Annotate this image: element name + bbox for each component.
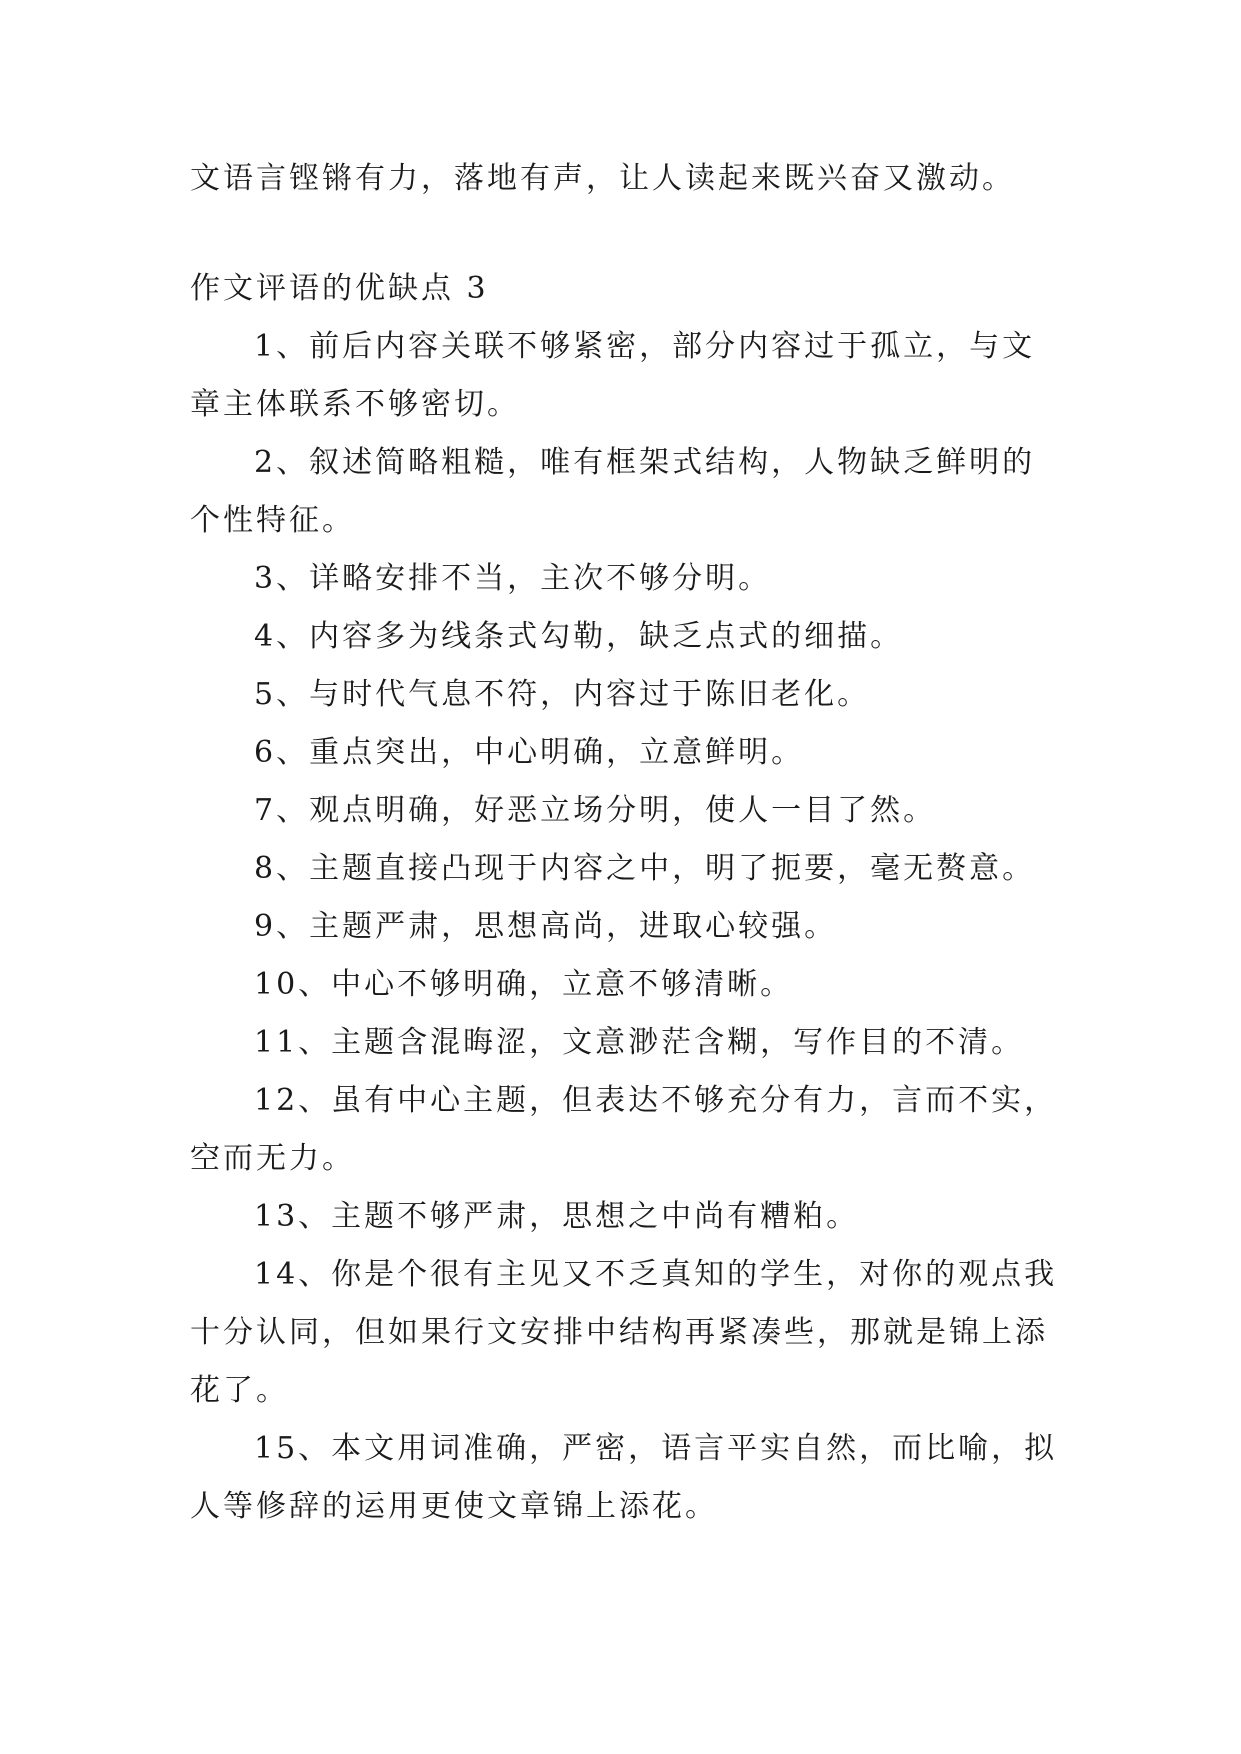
comment-item-line: 十分认同，但如果行文安排中结构再紧凑些，那就是锦上添: [190, 1315, 1048, 1350]
comment-item-line: 15、本文用词准确，严密，语言平实自然，而比喻，拟: [254, 1431, 1058, 1466]
comment-item: [190, 318, 1060, 434]
comment-item: [190, 782, 1060, 840]
comment-item: [190, 608, 1060, 666]
comment-item-line: 14、你是个很有主见又不乏真知的学生，对你的观点我: [254, 1257, 1058, 1292]
comment-item: [190, 550, 1060, 608]
comment-item-line: 10、中心不够明确，立意不够清晰。: [254, 967, 794, 1002]
comment-item-line: 3、详略安排不当，主次不够分明。: [254, 561, 772, 596]
comment-item-line: 4、内容多为线条式勾勒，缺乏点式的细描。: [254, 619, 904, 654]
comment-item-line: 花了。: [190, 1373, 289, 1408]
comment-item-line: 个性特征。: [190, 503, 355, 538]
comment-item: [190, 666, 1060, 724]
comment-item-line: 5、与时代气息不符，内容过于陈旧老化。: [254, 677, 871, 712]
comment-item: [190, 434, 1060, 550]
document-page: [190, 150, 1060, 1536]
comment-item-line: 11、主题含混晦涩，文意渺茫含糊，写作目的不清。: [254, 1025, 1025, 1060]
comment-list: [190, 318, 1060, 1536]
comment-item-line: 7、观点明确，好恶立场分明，使人一目了然。: [254, 793, 937, 828]
comment-item-line: 人等修辞的运用更使文章锦上添花。: [190, 1489, 718, 1524]
intro-tail-text: 文语言铿锵有力，落地有声，让人读起来既兴奋又激动。: [190, 161, 1015, 196]
comment-item: [190, 1246, 1060, 1420]
comment-item: [190, 1188, 1060, 1246]
comment-item-line: 12、虽有中心主题，但表达不够充分有力，言而不实，: [254, 1083, 1058, 1118]
comment-item: [190, 724, 1060, 782]
comment-item-line: 2、叙述简略粗糙，唯有框架式结构，人物缺乏鲜明的: [254, 445, 1036, 480]
comment-item-line: 13、主题不够严肃，思想之中尚有糟粕。: [254, 1199, 860, 1234]
comment-item: [190, 1072, 1060, 1188]
comment-item-line: 空而无力。: [190, 1141, 355, 1176]
comment-item-line: 9、主题严肃，思想高尚，进取心较强。: [254, 909, 838, 944]
comment-item-line: 章主体联系不够密切。: [190, 387, 520, 422]
comment-item: [190, 840, 1060, 898]
comment-item-line: 8、主题直接凸现于内容之中，明了扼要，毫无赘意。: [254, 851, 1036, 886]
comment-item: [190, 898, 1060, 956]
section-spacer: [190, 208, 1060, 260]
comment-item: [190, 1420, 1060, 1536]
section-title: 作文评语的优缺点 3: [190, 271, 489, 306]
comment-item-line: 6、重点突出，中心明确，立意鲜明。: [254, 735, 805, 770]
comment-item: [190, 956, 1060, 1014]
comment-item-line: 1、前后内容关联不够紧密，部分内容过于孤立，与文: [254, 329, 1036, 364]
comment-item: [190, 1014, 1060, 1072]
